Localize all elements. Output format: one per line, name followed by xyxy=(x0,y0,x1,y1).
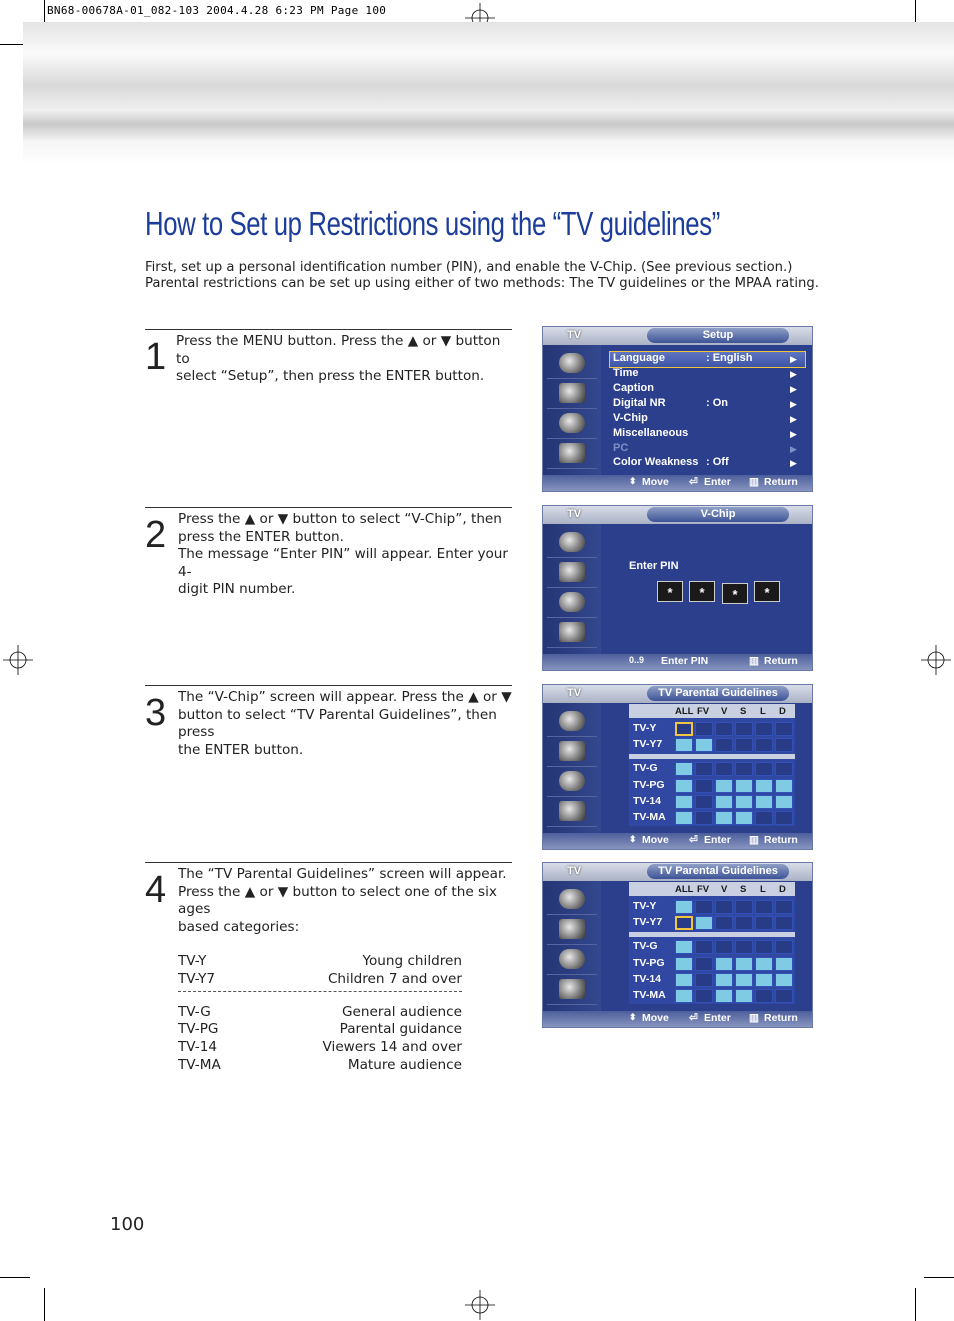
updown-icon: ⬍ xyxy=(629,476,637,486)
registration-mark-right xyxy=(921,645,951,675)
page-title: How to Set up Restrictions using the “TV guidelines” xyxy=(145,205,720,242)
menu-icon: ▥ xyxy=(749,834,759,846)
step-number: 2 xyxy=(145,514,167,556)
rating-cell[interactable] xyxy=(775,916,793,930)
tv-screen-guidelines-2 xyxy=(542,862,813,1028)
row-tv-ma[interactable]: TV-MA xyxy=(633,811,666,823)
menu-icon: ▥ xyxy=(749,1012,759,1024)
rating-cell[interactable] xyxy=(695,957,713,971)
rating-cell[interactable] xyxy=(755,916,773,930)
column-v: V xyxy=(721,706,728,717)
menu-item-value: : On xyxy=(706,397,728,409)
intro-line: First, set up a personal identification number (PIN), and enable the V-Chip. (See previous section.) xyxy=(145,260,793,275)
osd-title: TV Parental Guidelines xyxy=(647,864,789,879)
rating-cell[interactable] xyxy=(695,722,713,736)
submenu-arrow-icon: ▶ xyxy=(790,458,797,468)
step-line: button to select “TV Parental Guidelines”, then press xyxy=(178,706,497,740)
rating-cell[interactable] xyxy=(715,957,733,971)
channel-menu-icon xyxy=(559,771,585,791)
step-line: The “TV Parental Guidelines” screen will appear. xyxy=(178,866,507,882)
menu-item-miscellaneous[interactable]: Miscellaneous xyxy=(613,427,689,439)
rating-cell[interactable] xyxy=(755,900,773,914)
rating-cell[interactable] xyxy=(675,900,693,914)
osd-sidebar xyxy=(543,703,601,833)
registration-mark-left xyxy=(3,645,33,675)
rating-cell[interactable] xyxy=(735,738,753,752)
hint-move: Move xyxy=(642,834,669,846)
sound-menu-icon xyxy=(559,562,585,582)
rating-cell[interactable] xyxy=(715,989,733,1003)
column-s: S xyxy=(740,884,747,895)
step-line: Press the ▲ or ▼ button to select one of the six ages xyxy=(178,883,497,917)
enter-icon: ⏎ xyxy=(689,476,698,488)
picture-menu-icon xyxy=(559,889,585,909)
step-number: 3 xyxy=(145,692,167,734)
menu-item-pc: PC xyxy=(613,442,629,454)
intro-line: Parental restrictions can be set up using either of two methods: The TV guidelines or the MPAA rating. xyxy=(145,276,819,291)
rating-cell[interactable] xyxy=(735,795,753,809)
osd-tv-label: TV xyxy=(567,508,582,520)
age-row xyxy=(178,1039,462,1057)
menu-item-time[interactable]: Time xyxy=(613,367,639,379)
step-4 xyxy=(145,862,512,1073)
column-v: V xyxy=(721,884,728,895)
rating-cell[interactable] xyxy=(755,738,773,752)
step-1 xyxy=(145,329,512,490)
rating-cell[interactable] xyxy=(735,940,753,954)
picture-menu-icon xyxy=(559,353,585,373)
osd-title: Setup xyxy=(647,328,789,343)
age-desc: Viewers 14 and over xyxy=(322,1039,462,1056)
step-text xyxy=(178,689,513,759)
row-tv-14[interactable]: TV-14 xyxy=(633,795,662,807)
submenu-arrow-icon: ▶ xyxy=(790,384,797,394)
column-s: S xyxy=(740,706,747,717)
pin-prompt: Enter PIN xyxy=(629,560,679,572)
rating-cell[interactable] xyxy=(735,973,753,987)
osd-bottom-bar xyxy=(543,475,812,491)
rating-cell[interactable] xyxy=(755,762,773,776)
sound-menu-icon xyxy=(559,919,585,939)
row-tv-y7[interactable]: TV-Y7 xyxy=(633,738,663,750)
step-line: The “V-Chip” screen will appear. Press the ▲ or ▼ xyxy=(178,689,512,705)
print-header: BN68-00678A-01_082-103 2004.4.28 6:23 PM Page 100 xyxy=(47,4,387,17)
rating-cell[interactable] xyxy=(715,900,733,914)
step-line: press the ENTER button. xyxy=(178,528,344,545)
rating-cell[interactable] xyxy=(715,779,733,793)
osd-bottom-bar xyxy=(543,1011,812,1027)
rating-cell[interactable] xyxy=(675,779,693,793)
registration-mark-bottom xyxy=(465,1290,495,1320)
age-row xyxy=(178,1021,462,1039)
setup-menu-icon xyxy=(559,801,585,821)
rating-cell[interactable] xyxy=(675,916,693,930)
rating-cell[interactable] xyxy=(715,940,733,954)
rating-cell[interactable] xyxy=(695,916,713,930)
osd-tv-label: TV xyxy=(567,865,582,877)
rating-cell[interactable] xyxy=(775,722,793,736)
row-tv-y[interactable]: TV-Y xyxy=(633,900,657,912)
rating-cell[interactable] xyxy=(755,989,773,1003)
step-text xyxy=(176,333,511,386)
age-desc: Parental guidance xyxy=(339,1021,462,1038)
column-fv: FV xyxy=(697,706,710,717)
osd-title: TV Parental Guidelines xyxy=(647,686,789,701)
submenu-arrow-icon: ▶ xyxy=(790,399,797,409)
setup-menu-icon xyxy=(559,979,585,999)
osd-sidebar xyxy=(543,524,601,654)
rating-cell[interactable] xyxy=(755,940,773,954)
rating-cell[interactable] xyxy=(755,795,773,809)
updown-icon: ⬍ xyxy=(629,1012,637,1022)
rating-cell[interactable] xyxy=(775,762,793,776)
hint-enter: Enter xyxy=(704,1012,731,1024)
rating-cell[interactable] xyxy=(755,779,773,793)
enter-icon: ⏎ xyxy=(689,834,698,846)
age-code: TV-Y xyxy=(178,953,207,969)
osd-tv-label: TV xyxy=(567,687,582,699)
age-code: TV-Y7 xyxy=(178,970,216,987)
rating-cell[interactable] xyxy=(755,957,773,971)
row-tv-g[interactable]: TV-G xyxy=(633,940,658,952)
age-code: TV-MA xyxy=(178,1056,221,1073)
rating-cell[interactable] xyxy=(675,762,693,776)
rating-cell[interactable] xyxy=(735,762,753,776)
rating-cell[interactable] xyxy=(695,779,713,793)
pin-digit-3[interactable]: * xyxy=(722,583,748,604)
osd-bottom-bar xyxy=(543,654,812,670)
menu-item-color-weakness[interactable]: Color Weakness xyxy=(613,456,699,468)
hint-return: Return xyxy=(764,655,798,667)
rating-cell[interactable] xyxy=(715,738,733,752)
rating-cell[interactable] xyxy=(695,762,713,776)
sound-menu-icon xyxy=(559,383,585,403)
rating-cell[interactable] xyxy=(675,973,693,987)
age-desc: Young children xyxy=(362,953,462,969)
pin-digit-1[interactable]: * xyxy=(657,581,683,602)
rating-cell[interactable] xyxy=(695,989,713,1003)
channel-menu-icon xyxy=(559,949,585,969)
age-code: TV-G xyxy=(178,1003,211,1020)
submenu-arrow-icon: ▶ xyxy=(790,414,797,424)
tv-screen-vchip xyxy=(542,505,813,671)
rating-cell[interactable] xyxy=(775,900,793,914)
rating-cell[interactable] xyxy=(695,940,713,954)
channel-menu-icon xyxy=(559,413,585,433)
menu-item-value: : Off xyxy=(706,456,729,468)
hint-enter: Enter xyxy=(704,834,731,846)
rating-cell[interactable] xyxy=(735,916,753,930)
age-desc: General audience xyxy=(341,1003,462,1020)
age-divider xyxy=(178,991,462,992)
hint-return: Return xyxy=(764,834,798,846)
step-line: select “Setup”, then press the ENTER button. xyxy=(176,368,485,384)
rating-cell[interactable] xyxy=(695,811,713,825)
menu-item-vchip[interactable]: V-Chip xyxy=(613,412,648,424)
hint-move: Move xyxy=(642,1012,669,1024)
rating-cell[interactable] xyxy=(775,973,793,987)
rating-cell[interactable] xyxy=(715,916,733,930)
rating-cell[interactable] xyxy=(755,973,773,987)
menu-item-digital-nr[interactable]: Digital NR xyxy=(613,397,666,409)
row-tv-ma[interactable]: TV-MA xyxy=(633,989,666,1001)
step-line: The message “Enter PIN” will appear. Enter your 4- xyxy=(178,546,509,580)
rating-cell[interactable] xyxy=(775,738,793,752)
channel-menu-icon xyxy=(559,592,585,612)
column-all: ALL xyxy=(675,884,694,895)
rating-cell[interactable] xyxy=(695,738,713,752)
menu-item-caption[interactable]: Caption xyxy=(613,382,654,394)
age-row xyxy=(178,1057,462,1075)
step-2 xyxy=(145,507,512,668)
row-tv-pg[interactable]: TV-PG xyxy=(633,779,665,791)
sound-menu-icon xyxy=(559,741,585,761)
rating-cell[interactable] xyxy=(755,811,773,825)
submenu-arrow-icon: ▶ xyxy=(790,444,797,454)
row-tv-14[interactable]: TV-14 xyxy=(633,973,662,985)
step-line: digit PIN number. xyxy=(178,581,296,597)
rating-cell[interactable] xyxy=(775,957,793,971)
setup-menu-icon xyxy=(559,443,585,463)
step-line: based categories: xyxy=(178,918,300,935)
guidelines-grid xyxy=(629,882,795,1004)
age-row xyxy=(178,1004,462,1022)
rating-cell[interactable] xyxy=(715,795,733,809)
rating-cell[interactable] xyxy=(675,811,693,825)
guidelines-grid xyxy=(629,704,795,826)
rating-cell[interactable] xyxy=(715,973,733,987)
rating-cell[interactable] xyxy=(675,940,693,954)
submenu-arrow-icon: ▶ xyxy=(790,354,797,364)
rating-cell[interactable] xyxy=(695,900,713,914)
step-line: the ENTER button. xyxy=(178,741,304,758)
age-code: TV-PG xyxy=(178,1021,219,1038)
intro-text xyxy=(145,260,819,292)
submenu-arrow-icon: ▶ xyxy=(790,369,797,379)
rating-cell[interactable] xyxy=(675,795,693,809)
row-tv-y[interactable]: TV-Y xyxy=(633,722,657,734)
column-all: ALL xyxy=(675,706,694,717)
osd-sidebar xyxy=(543,345,601,475)
column-l: L xyxy=(760,884,766,895)
age-code: TV-14 xyxy=(178,1039,218,1056)
step-number: 1 xyxy=(145,336,167,378)
menu-icon: ▥ xyxy=(749,476,759,488)
age-desc: Children 7 and over xyxy=(327,970,462,987)
hint-enter-pin: Enter PIN xyxy=(661,655,709,667)
osd-title: V-Chip xyxy=(647,507,789,522)
rating-cell[interactable] xyxy=(775,811,793,825)
age-row xyxy=(178,971,462,989)
page-number: 100 xyxy=(110,1214,145,1235)
enter-icon: ⏎ xyxy=(689,1012,698,1024)
row-tv-pg[interactable]: TV-PG xyxy=(633,957,665,969)
menu-icon: ▥ xyxy=(749,655,759,667)
rating-cell[interactable] xyxy=(735,900,753,914)
rating-cell[interactable] xyxy=(775,989,793,1003)
rating-cell[interactable] xyxy=(675,989,693,1003)
rating-cell[interactable] xyxy=(715,722,733,736)
rating-cell[interactable] xyxy=(675,722,693,736)
rating-cell[interactable] xyxy=(675,957,693,971)
step-number: 4 xyxy=(145,869,167,911)
step-text xyxy=(178,511,513,599)
setup-menu-icon xyxy=(559,622,585,642)
age-row xyxy=(178,953,462,971)
group-separator xyxy=(629,932,795,937)
column-d: D xyxy=(779,884,786,895)
menu-item-language[interactable] xyxy=(613,352,665,364)
rating-cell[interactable] xyxy=(695,973,713,987)
column-l: L xyxy=(760,706,766,717)
rating-cell[interactable] xyxy=(735,811,753,825)
rating-cell[interactable] xyxy=(715,762,733,776)
column-fv: FV xyxy=(697,884,710,895)
osd-bottom-bar xyxy=(543,833,812,849)
row-tv-y7[interactable]: TV-Y7 xyxy=(633,916,663,928)
header-banner xyxy=(23,22,954,164)
osd-sidebar xyxy=(543,881,601,1011)
rating-cell[interactable] xyxy=(735,989,753,1003)
rating-cell[interactable] xyxy=(735,722,753,736)
group-separator xyxy=(629,754,795,759)
step-text xyxy=(178,866,513,1075)
picture-menu-icon xyxy=(559,711,585,731)
row-tv-g[interactable]: TV-G xyxy=(633,762,658,774)
rating-cell[interactable] xyxy=(675,738,693,752)
rating-cell[interactable] xyxy=(775,940,793,954)
hint-move: Move xyxy=(642,476,669,488)
menu-item-label: Language xyxy=(613,352,665,364)
step-line: Press the ▲ or ▼ button to select “V-Chip”, then xyxy=(178,511,502,527)
rating-cell[interactable] xyxy=(715,811,733,825)
step-line: Press the MENU button. Press the ▲ or ▼ button to xyxy=(176,333,501,367)
tv-screen-guidelines-1 xyxy=(542,684,813,850)
updown-icon: ⬍ xyxy=(629,834,637,844)
rating-cell[interactable] xyxy=(775,795,793,809)
hint-return: Return xyxy=(764,1012,798,1024)
rating-cell[interactable] xyxy=(755,722,773,736)
rating-cell[interactable] xyxy=(775,779,793,793)
pin-digit-2[interactable]: * xyxy=(689,581,715,602)
step-3 xyxy=(145,685,512,846)
age-desc: Mature audience xyxy=(347,1056,462,1073)
picture-menu-icon xyxy=(559,532,585,552)
number-keys-icon: 0..9 xyxy=(629,655,645,665)
rating-cell[interactable] xyxy=(695,795,713,809)
submenu-arrow-icon: ▶ xyxy=(790,429,797,439)
hint-enter: Enter xyxy=(704,476,731,488)
tv-screen-setup xyxy=(542,326,813,492)
pin-digit-4[interactable]: * xyxy=(754,581,780,602)
hint-return: Return xyxy=(764,476,798,488)
rating-cell[interactable] xyxy=(735,779,753,793)
rating-cell[interactable] xyxy=(735,957,753,971)
column-d: D xyxy=(779,706,786,717)
osd-tv-label: TV xyxy=(567,329,582,341)
menu-item-value: : English xyxy=(706,352,753,364)
